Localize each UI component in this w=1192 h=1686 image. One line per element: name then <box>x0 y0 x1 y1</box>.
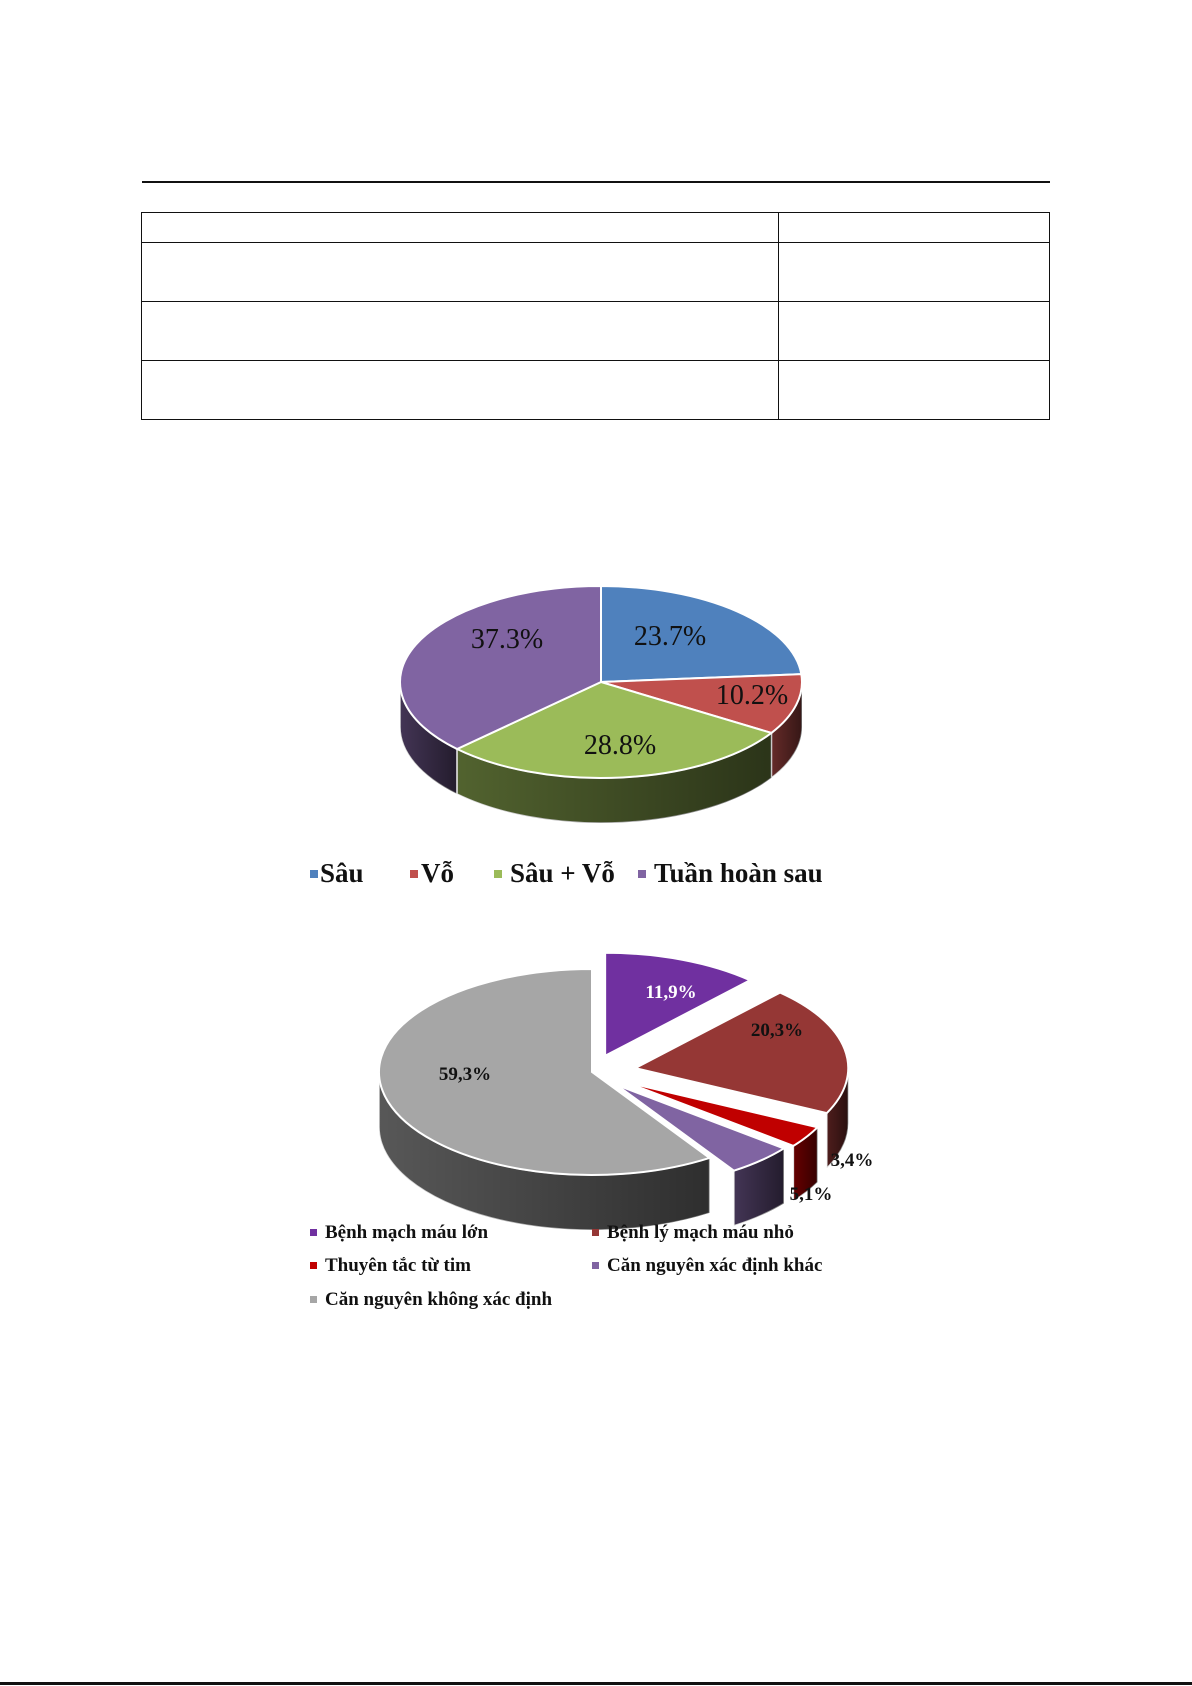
pie-chart-stroke-location <box>400 586 802 823</box>
legend-label: Sâu + Vỗ <box>510 858 615 888</box>
legend-stroke-etiology <box>310 1222 822 1310</box>
data-label: 11,9% <box>645 982 697 1003</box>
legend-swatch <box>310 1262 317 1269</box>
legend-label: Tuần hoàn sau <box>654 858 823 888</box>
legend-label: Bệnh mạch máu lớn <box>325 1222 489 1243</box>
data-label: 10.2% <box>715 680 789 711</box>
data-label: 3,4% <box>830 1150 874 1171</box>
legend-label: Vỗ <box>421 858 454 888</box>
legend-swatch <box>592 1229 599 1236</box>
data-label: 28.8% <box>583 730 657 761</box>
legend-swatch <box>638 870 646 878</box>
legend-swatch <box>494 870 502 878</box>
data-label: 37.3% <box>470 624 544 655</box>
legend-stroke-location <box>310 858 823 888</box>
pie-chart-stroke-etiology <box>379 953 873 1230</box>
data-label: 23.7% <box>633 621 707 652</box>
legend-label: Thuyên tắc từ tim <box>325 1255 471 1276</box>
legend-swatch <box>410 870 418 878</box>
legend-label: Bệnh lý mạch máu nhỏ <box>607 1222 794 1243</box>
data-label: 59,3% <box>438 1064 492 1085</box>
legend-swatch <box>310 1229 317 1236</box>
legend-label: Sâu <box>320 858 364 888</box>
legend-label: Căn nguyên xác định khác <box>607 1255 823 1276</box>
legend-swatch <box>592 1262 599 1269</box>
legend-swatch <box>310 1296 317 1303</box>
legend-label: Căn nguyên không xác định <box>325 1289 553 1310</box>
footer-rule <box>0 1682 1192 1685</box>
data-label: 20,3% <box>750 1020 804 1041</box>
legend-swatch <box>310 870 318 878</box>
data-label: 5,1% <box>789 1184 833 1205</box>
